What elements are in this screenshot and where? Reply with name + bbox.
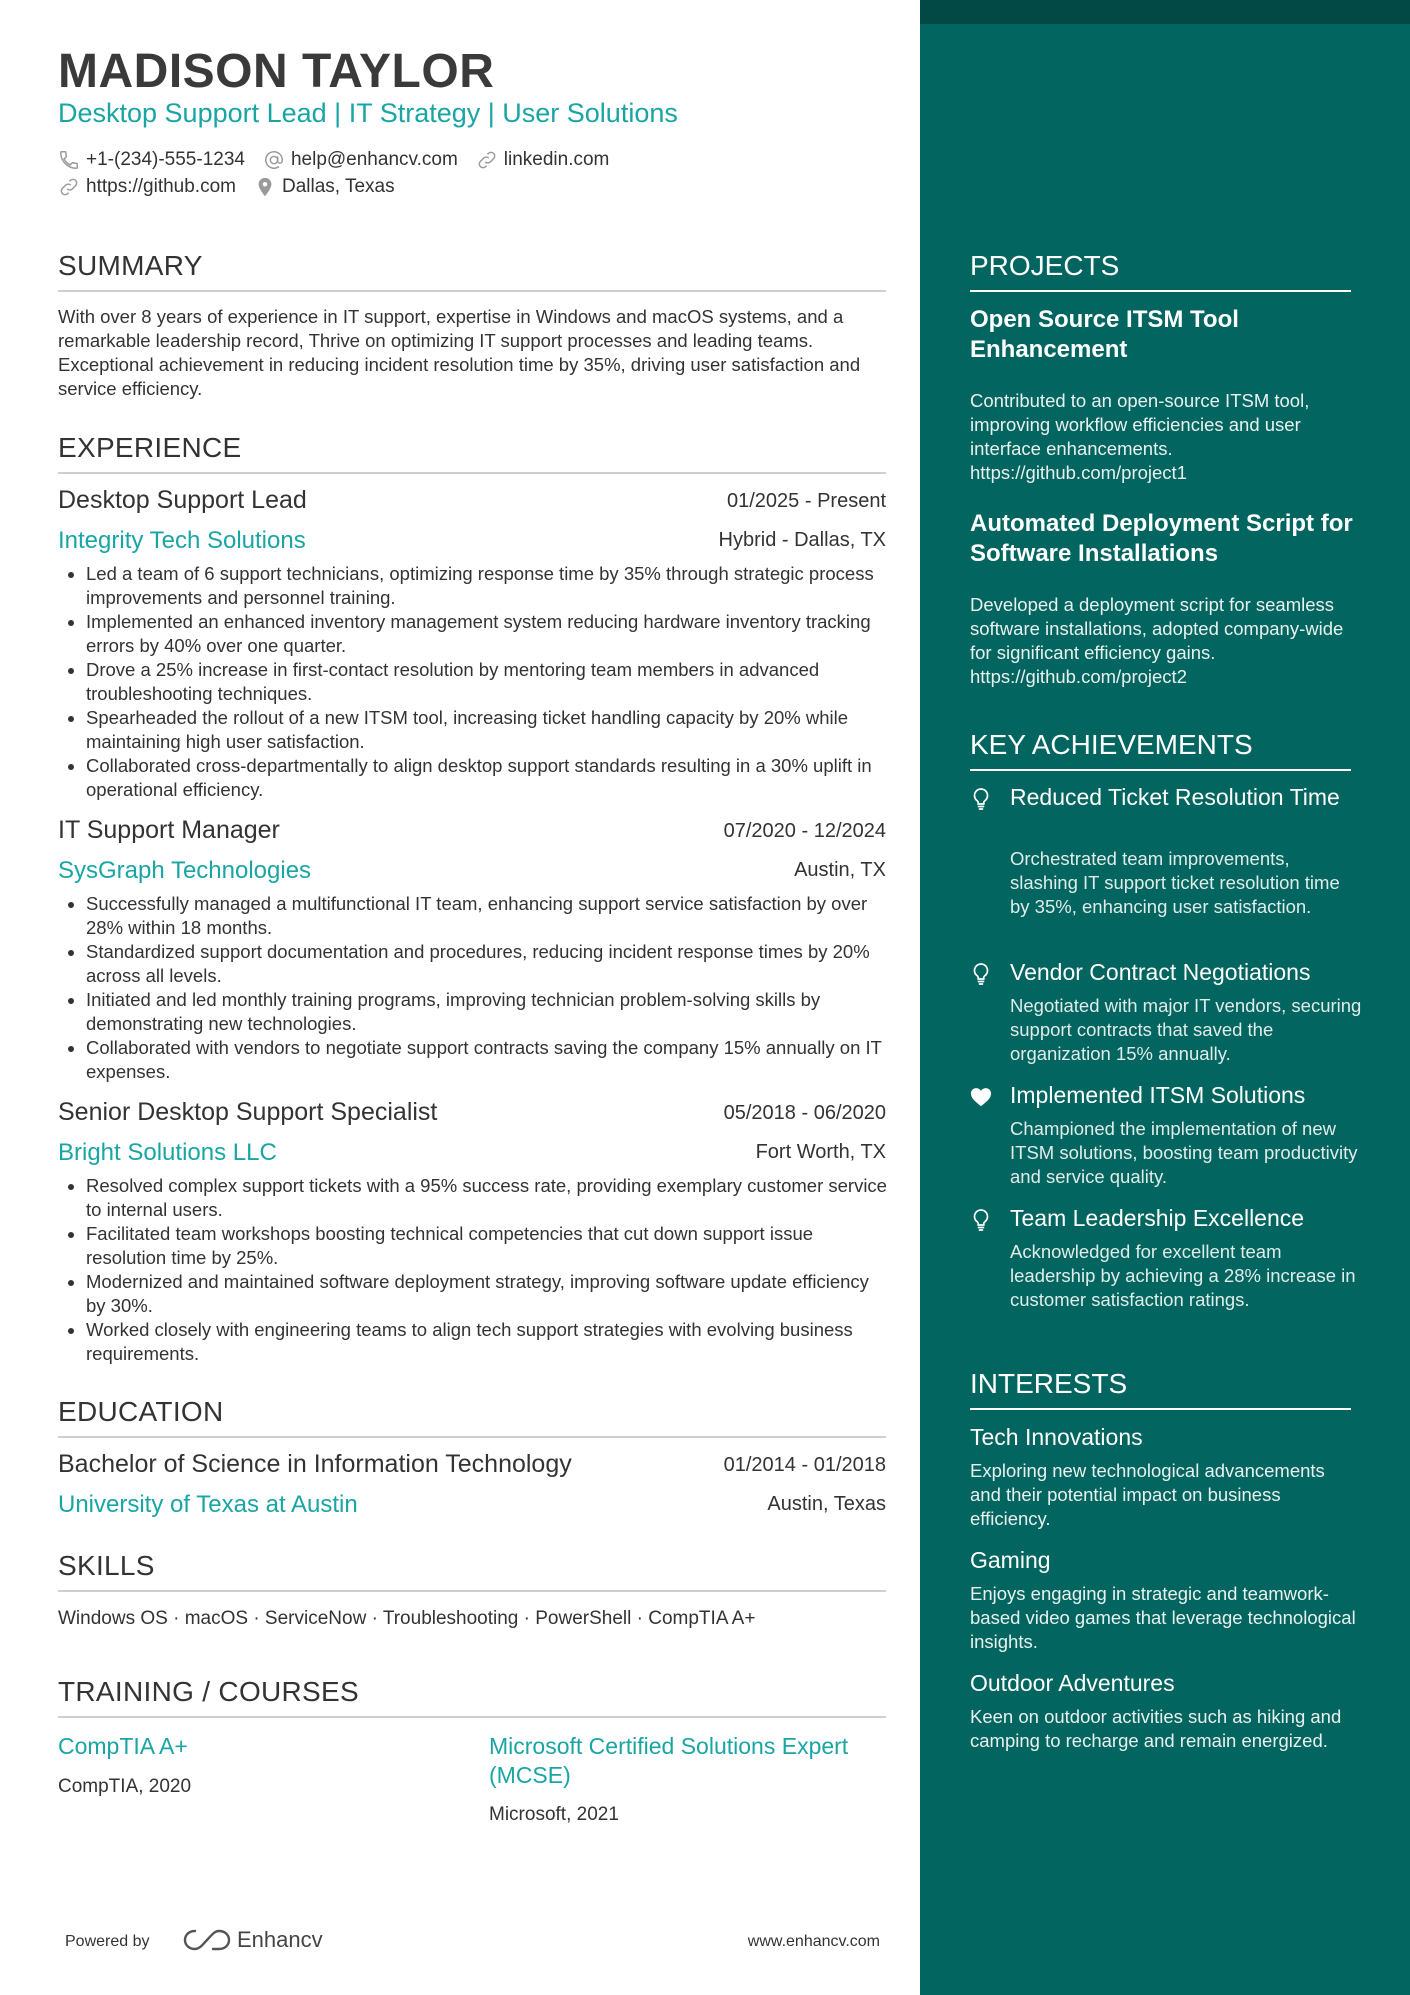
link-icon	[58, 176, 80, 198]
company-name: SysGraph Technologies	[58, 857, 312, 884]
achievement-description: Negotiated with major IT vendors, securing support contracts that saved the organization 15% annually.	[1010, 995, 1362, 1064]
sidebar-column	[920, 0, 1410, 1995]
link-icon	[476, 149, 498, 171]
list-item: • Led a team of 6 support technicians, optimizing response time by 35% through strategic process improvements and personnel training.	[86, 562, 888, 610]
school-name: University of Texas at Austin	[58, 1491, 358, 1518]
email-text: help@enhancv.com	[290, 149, 458, 170]
job-bullets	[58, 1174, 888, 1366]
powered-by-text: Powered by	[65, 1933, 150, 1950]
heart-icon	[970, 1084, 992, 1110]
sidebar-top-band	[920, 0, 1410, 24]
job-location: Austin, TX	[794, 859, 886, 881]
location-text: Dallas, Texas	[281, 176, 395, 197]
job-location: Fort Worth, TX	[755, 1141, 886, 1163]
job-title: Desktop Support Lead	[58, 486, 307, 514]
list-item: • Worked closely with engineering teams to align tech support strategies with evolving business requirements.	[86, 1318, 888, 1366]
interest-description: Enjoys engaging in strategic and teamwork-based video games that leverage technological insights.	[970, 1583, 1356, 1652]
school-location: Austin, Texas	[767, 1493, 886, 1515]
list-item: • Implemented an enhanced inventory management system reducing hardware inventory tracking errors by 40% over one quarter.	[86, 610, 888, 658]
course-name: CompTIA A+	[58, 1733, 188, 1759]
contact-row-2	[58, 176, 395, 198]
education-title: EDUCATION	[58, 1396, 886, 1438]
achievements-title: KEY ACHIEVEMENTS	[970, 729, 1351, 771]
list-item: • Standardized support documentation and procedures, reducing incident response times by 20% across all levels.	[86, 940, 888, 988]
phone-text: +1-(234)-555-1234	[86, 149, 245, 170]
contact-github[interactable]	[58, 176, 236, 198]
education-dates: 01/2014 - 01/2018	[723, 1454, 886, 1476]
achievement-description: Championed the implementation of new ITSM solutions, boosting team productivity and service quality.	[1010, 1118, 1358, 1187]
course-provider: CompTIA, 2020	[58, 1776, 192, 1797]
job-dates: 07/2020 - 12/2024	[723, 820, 886, 842]
lightbulb-icon	[970, 961, 992, 987]
list-item: • Spearheaded the rollout of a new ITSM tool, increasing ticket handling capacity by 20% while maintaining high user satisfaction.	[86, 706, 888, 754]
skills-list: Windows OS · macOS · ServiceNow · Troubleshooting · PowerShell · CompTIA A+	[58, 1608, 756, 1629]
project-title: Automated Deployment Script for Software Installations	[970, 510, 1353, 567]
project-description: Contributed to an open-source ITSM tool, improving workflow efficiencies and user interface enhancements. https://github.com/project1	[970, 390, 1310, 483]
achievement-title: Reduced Ticket Resolution Time	[1010, 784, 1340, 810]
company-name: Bright Solutions LLC	[58, 1139, 277, 1166]
list-item: • Resolved complex support tickets with a 95% success rate, providing exemplary customer service to internal users.	[86, 1174, 888, 1222]
job-dates: 05/2018 - 06/2020	[723, 1102, 886, 1124]
list-item: • Facilitated team workshops boosting technical competencies that cut down support issue resolution time by 25%.	[86, 1222, 888, 1270]
company-name: Integrity Tech Solutions	[58, 527, 306, 554]
linkedin-text: linkedin.com	[503, 149, 610, 170]
project-title: Open Source ITSM Tool Enhancement	[970, 306, 1239, 363]
contact-row-1	[58, 149, 609, 171]
achievement-description: Orchestrated team improvements, slashing IT support ticket resolution time by 35%, enhancing user satisfaction.	[1010, 848, 1340, 917]
interest-title: Tech Innovations	[970, 1424, 1143, 1450]
list-item: • Drove a 25% increase in first-contact resolution by mentoring team members in advanced troubleshooting techniques.	[86, 658, 888, 706]
phone-icon	[58, 149, 80, 171]
contact-phone[interactable]	[58, 149, 245, 171]
contact-linkedin[interactable]	[476, 149, 610, 171]
contact-location	[254, 176, 395, 198]
interest-title: Gaming	[970, 1547, 1051, 1573]
github-text: https://github.com	[86, 176, 236, 197]
summary-text: With over 8 years of experience in IT support, expertise in Windows and macOS systems, and a remarkable leadership record, Thrive on optimizing IT support processes and leading teams. Exceptional achievement in reducing incident resolution time by 35%, driving user satisfaction and service efficiency.	[58, 306, 861, 399]
footer-url[interactable]: www.enhancv.com	[747, 1933, 880, 1950]
interest-title: Outdoor Adventures	[970, 1670, 1175, 1696]
projects-title: PROJECTS	[970, 250, 1351, 292]
skills-title: SKILLS	[58, 1550, 886, 1592]
achievement-description: Acknowledged for excellent team leadership by achieving a 28% increase in customer satisfaction ratings.	[1010, 1241, 1356, 1310]
lightbulb-icon	[970, 1207, 992, 1233]
course-provider: Microsoft, 2021	[489, 1804, 619, 1825]
degree-title: Bachelor of Science in Information Technology	[58, 1450, 572, 1478]
list-item: • Collaborated cross-departmentally to align desktop support standards resulting in a 30% uplift in operational efficiency.	[86, 754, 888, 802]
lightbulb-icon	[970, 786, 992, 812]
list-item: • Successfully managed a multifunctional IT team, enhancing support service satisfaction by over 28% within 18 months.	[86, 892, 888, 940]
course-name: Microsoft Certified Solutions Expert (MCSE)	[489, 1733, 849, 1788]
interest-description: Exploring new technological advancements and their potential impact on business efficiency.	[970, 1460, 1325, 1529]
job-title: Senior Desktop Support Specialist	[58, 1098, 438, 1126]
enhancv-brand-text: Enhancv	[237, 1927, 323, 1952]
list-item: • Initiated and led monthly training programs, improving technician problem-solving skills by demonstrating new technologies.	[86, 988, 888, 1036]
enhancv-logo[interactable]	[183, 1927, 323, 1953]
job-dates: 01/2025 - Present	[727, 490, 886, 512]
achievement-title: Team Leadership Excellence	[1010, 1205, 1305, 1231]
list-item: • Collaborated with vendors to negotiate support contracts saving the company 15% annually on IT expenses.	[86, 1036, 888, 1084]
job-title: IT Support Manager	[58, 816, 280, 844]
job-bullets	[58, 562, 888, 802]
job-bullets	[58, 892, 888, 1084]
summary-title: SUMMARY	[58, 250, 886, 292]
job-location: Hybrid - Dallas, TX	[718, 529, 886, 551]
enhancv-logo-icon	[183, 1927, 231, 1953]
interests-title: INTERESTS	[970, 1368, 1351, 1410]
achievement-title: Implemented ITSM Solutions	[1010, 1082, 1306, 1108]
achievement-title: Vendor Contract Negotiations	[1010, 959, 1311, 985]
experience-title: EXPERIENCE	[58, 432, 886, 474]
at-icon	[263, 149, 285, 171]
training-title: TRAINING / COURSES	[58, 1676, 886, 1718]
headline: Desktop Support Lead | IT Strategy | User Solutions	[58, 98, 678, 128]
contact-email[interactable]	[263, 149, 458, 171]
list-item: • Modernized and maintained software deployment strategy, improving software update efficiency by 30%.	[86, 1270, 888, 1318]
candidate-name: MADISON TAYLOR	[58, 45, 495, 98]
project-description: Developed a deployment script for seamless software installations, adopted company-wide for significant efficiency gains. https://github.com/project2	[970, 594, 1344, 687]
location-pin-icon	[254, 176, 276, 198]
interest-description: Keen on outdoor activities such as hiking and camping to recharge and remain energized.	[970, 1706, 1342, 1751]
